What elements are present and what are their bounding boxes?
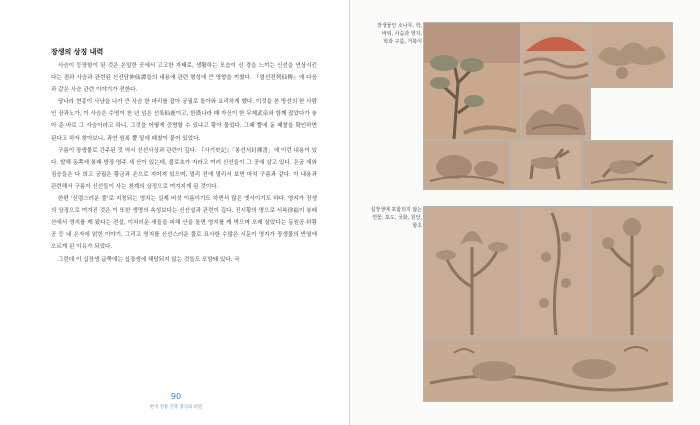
body-text bbox=[51, 60, 317, 266]
right-page bbox=[350, 0, 700, 425]
paragraph: 그런데 이 십장생 글쭉에는 십장생에 해당되지 않는 것들도 포함돼 있다. 국 bbox=[58, 256, 240, 263]
paragraph: 구름이 장생물로 간주된 것 역시 신선사상과 관련이 깊다. 『사기史記』「봉선서封禪書」에 이런 내용이 있다. 발해 동쪽에 봉래·방장·영주 세 산이 있는데, 불로초가 자라고 여러 신선들이 그 곳에 살고 있다. 은궁 새와 짐승들은 다 희고 궁궐은 황금과 은으로 지어져 있으며, 멀리 전에 멀리서 보면 마치 구름과 같다. 이 내용과 관련해서 구름이 신선들이 사는 천계의 상징으로 여겨지게 된 것이다. bbox=[51, 147, 317, 190]
photo-caption-bottom: 십장생에 포함되지 않는 연꽃, 포도, 국화, 원앙, 항초 bbox=[370, 207, 422, 229]
photo-caption-top: 장생물인 소나무, 학, 바위, 사슴과 영지, 학과 구름, 거북이 bbox=[377, 23, 422, 45]
relief-photo-lotus bbox=[423, 206, 521, 338]
relief-photo-chrysanthemum bbox=[591, 206, 673, 338]
relief-photo-grapes bbox=[521, 206, 591, 338]
paragraph: 사슴이 등장함이 된 것은 은밀한 곳에서 고고한 자태로, 생활하는 모습이 신 경을 느끼는 신선을 연상시킨다는 점과 사슴과 관련된 신선담神仙譚들의 내용에 관련 형성에 큰 영향을 끼쳤다. 『열선전列仙傳』에 다음과 같은 사슴 관련 이야기가 전한다. bbox=[51, 63, 317, 94]
running-title: 한국 전통 건축 장식의 비밀 bbox=[149, 405, 203, 410]
relief-photo-crane bbox=[582, 140, 673, 190]
relief-photo-turtle bbox=[423, 140, 510, 190]
paragraph: 한편 '신령스러운 풀'로 지칭되는 영지는 실제 버섯 이름이기도 하면서 많은 엣사이기도 하다. 영지가 장생의 상징으로 여겨진 것은 이 또한 생명의 속성보다는 신선설과 관련이 깊다. 진시황의 명으로 서복徐福이 봉래산에서 영지를 캐 왔다는 전설, 이처러운 새들을 피해 산을 돌면 영지를 캐 먹으며 오래 살았다는 동원공·하황공 등 네 은자에 얽힌 이야기, 그리고 영지를 신선스러운 풀로 묘사한 수많은 시문이 영지가 장생물의 반열에 오르게 된 이유가 되었다. bbox=[51, 196, 317, 251]
relief-photo-deer bbox=[510, 140, 582, 190]
relief-photo-pine-sun bbox=[423, 22, 521, 140]
relief-photo-red-sun bbox=[521, 22, 591, 84]
relief-photo-mandarin-ducks bbox=[423, 338, 673, 402]
page-number: 90 bbox=[170, 392, 182, 401]
relief-photo-rocks bbox=[521, 84, 591, 140]
relief-photo-cloud bbox=[591, 22, 673, 88]
paragraph: 당나라 현종이 사냥을 나가 큰 사슴 한 마리를 잡아 궁궐로 돌아와 요리하게 했다. 이것을 본 방선의 한 사람인 장과노가, 이 사슴은 수명이 천 년 넘은 선록仙鹿이고, 한漢나라 때 자신이 한 무제武帝와 함께 잡았다가 놓아 준 바로 그 사슴이라고 하니, 그것을 어떻게 증명할 수 있냐고 황이 물었다. 그때 뿔에 동 패찰을 확인하면 된다고 하자 찾아보니, 과연 원록 뿔 밑에 패찰이 붙어 있었다. bbox=[51, 99, 317, 142]
section-heading: 장생의 상징 내력 bbox=[51, 48, 104, 56]
